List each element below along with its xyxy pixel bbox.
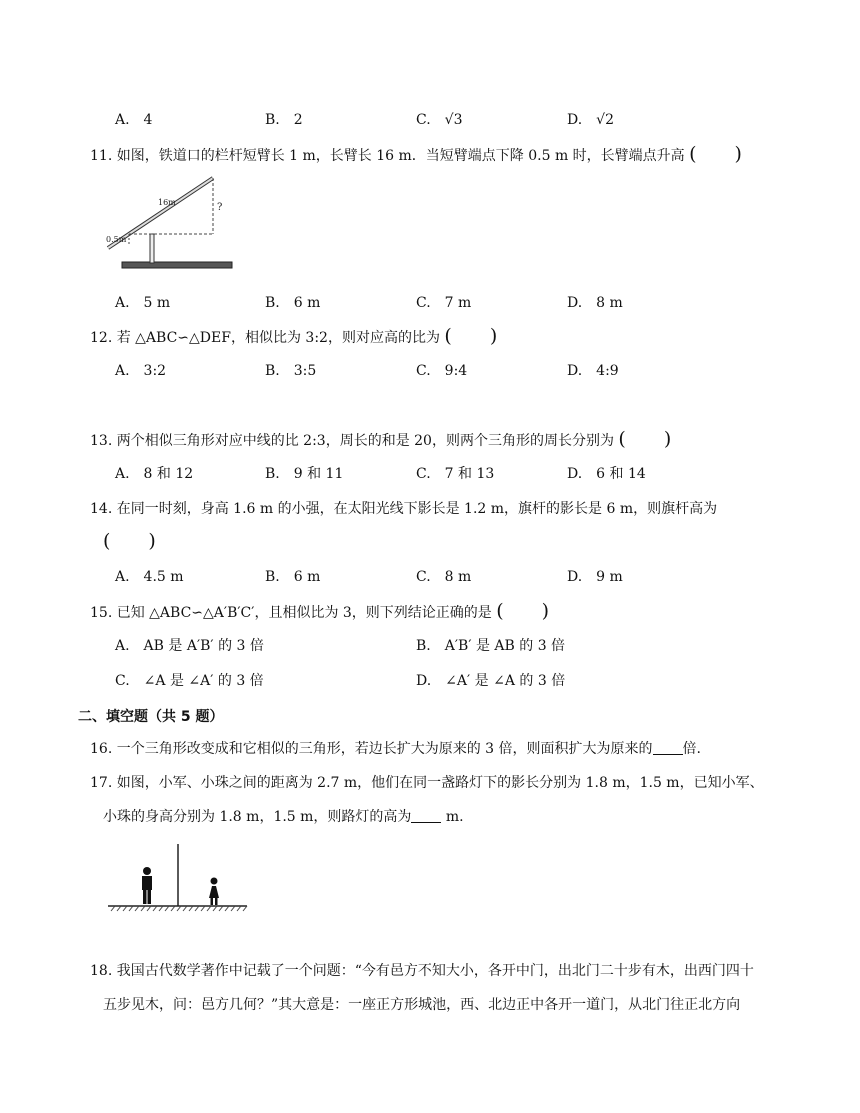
q17-blank[interactable] xyxy=(411,808,441,823)
q14-option-c: C. 8 m xyxy=(416,569,472,585)
q11-paren: ( ) xyxy=(689,143,742,165)
q17-tail: m. xyxy=(441,809,464,825)
q10-option-d: D. √2 xyxy=(567,112,615,128)
section-title: 二、填空题（共 5 题） xyxy=(78,709,224,725)
q14-paren-line xyxy=(103,531,156,553)
q17-figure xyxy=(105,840,250,915)
q10-option-b: B. 2 xyxy=(265,112,303,128)
q15-option-c: C. ∠A 是 ∠A′ 的 3 倍 xyxy=(115,673,264,689)
q11-option-d: D. 8 m xyxy=(567,295,623,311)
q15-option-d: D. ∠A′ 是 ∠A 的 3 倍 xyxy=(416,673,566,689)
short-arm-label: 0.5m xyxy=(106,235,127,244)
girl-figure xyxy=(209,878,219,906)
q16-text xyxy=(90,739,701,759)
q12-option-d: D. 4:9 xyxy=(567,363,619,379)
q13-stem: 13. 两个相似三角形对应中线的比 2:3，周长的和是 20，则两个三角形的周长分别为 xyxy=(90,433,614,449)
long-arm-label: 16m xyxy=(158,198,176,207)
q10-option-c: C. √3 xyxy=(416,112,463,128)
post xyxy=(150,234,154,263)
q16-stem: 16. 一个三角形改变成和它相似的三角形，若边长扩大为原来的 3 倍，则面积扩大为原来的 xyxy=(90,741,653,757)
q13-paren: ( ) xyxy=(618,428,672,450)
q11-option-b: B. 6 m xyxy=(265,295,321,311)
q14-paren: ( ) xyxy=(103,530,156,552)
q14-text: 14. 在同一时刻，身高 1.6 m 的小强，在太阳光线下影长是 1.2 m，旗杆的影长是 6 m，则旗杆高为 xyxy=(90,501,718,517)
rise-label: ? xyxy=(217,202,223,213)
q15-text xyxy=(90,601,549,623)
q16-blank[interactable] xyxy=(653,740,683,755)
q11-option-c: C. 7 m xyxy=(416,295,472,311)
q13-option-a: A. 8 和 12 xyxy=(115,466,194,482)
q18-line1: 18. 我国古代数学著作中记载了一个问题：“今有邑方不知大小，各开中门，出北门二十步有木，出西门四十 xyxy=(90,963,754,979)
q14-option-b: B. 6 m xyxy=(265,569,321,585)
q12-option-a: A. 3:2 xyxy=(115,363,167,379)
q16-tail: 倍. xyxy=(682,741,701,757)
q12-option-c: C. 9:4 xyxy=(416,363,468,379)
q12-text xyxy=(90,326,497,348)
q13-option-d: D. 6 和 14 xyxy=(567,466,646,482)
boy-figure xyxy=(142,867,152,904)
q14-option-a: A. 4.5 m xyxy=(115,569,184,585)
q10-option-a: A. 4 xyxy=(115,112,153,128)
q15-stem: 15. 已知 △ABC∽△A′B′C′，且相似比为 3，则下列结论正确的是 xyxy=(90,605,492,621)
ground-bar xyxy=(122,262,232,268)
q15-paren: ( ) xyxy=(496,600,550,622)
q15-option-a: A. AB 是 A′B′ 的 3 倍 xyxy=(115,638,264,654)
q11-option-a: A. 5 m xyxy=(115,295,171,311)
q12-stem: 12. 若 △ABC∽△DEF，相似比为 3:2，则对应高的比为 xyxy=(90,330,440,346)
q11-text xyxy=(90,144,742,166)
q18-line2: 五步见木，问：邑方几何？”其大意是：一座正方形城池，西、北边正中各开一道门，从北门往正北方向 xyxy=(103,997,741,1013)
q17-line1: 17. 如图，小军、小珠之间的距离为 2.7 m，他们在同一盏路灯下的影长分别为 1.8 m，1.5 m，已知小军、 xyxy=(90,775,764,791)
q12-option-b: B. 3:5 xyxy=(265,363,317,379)
q12-paren: ( ) xyxy=(444,325,498,347)
q11-stem: 11. 如图，铁道口的栏杆短臂长 1 m，长臂长 16 m．当短臂端点下降 0.5 m 时，长臂端点升高 xyxy=(90,148,685,164)
q15-option-b: B. A′B′ 是 AB 的 3 倍 xyxy=(416,638,566,654)
q11-figure xyxy=(105,170,240,275)
q13-text xyxy=(90,429,671,451)
q14-option-d: D. 9 m xyxy=(567,569,623,585)
q13-option-c: C. 7 和 13 xyxy=(416,466,495,482)
q17-stem: 小珠的身高分别为 1.8 m，1.5 m，则路灯的高为 xyxy=(103,809,412,825)
q17-line2 xyxy=(103,807,464,827)
q13-option-b: B. 9 和 11 xyxy=(265,466,344,482)
